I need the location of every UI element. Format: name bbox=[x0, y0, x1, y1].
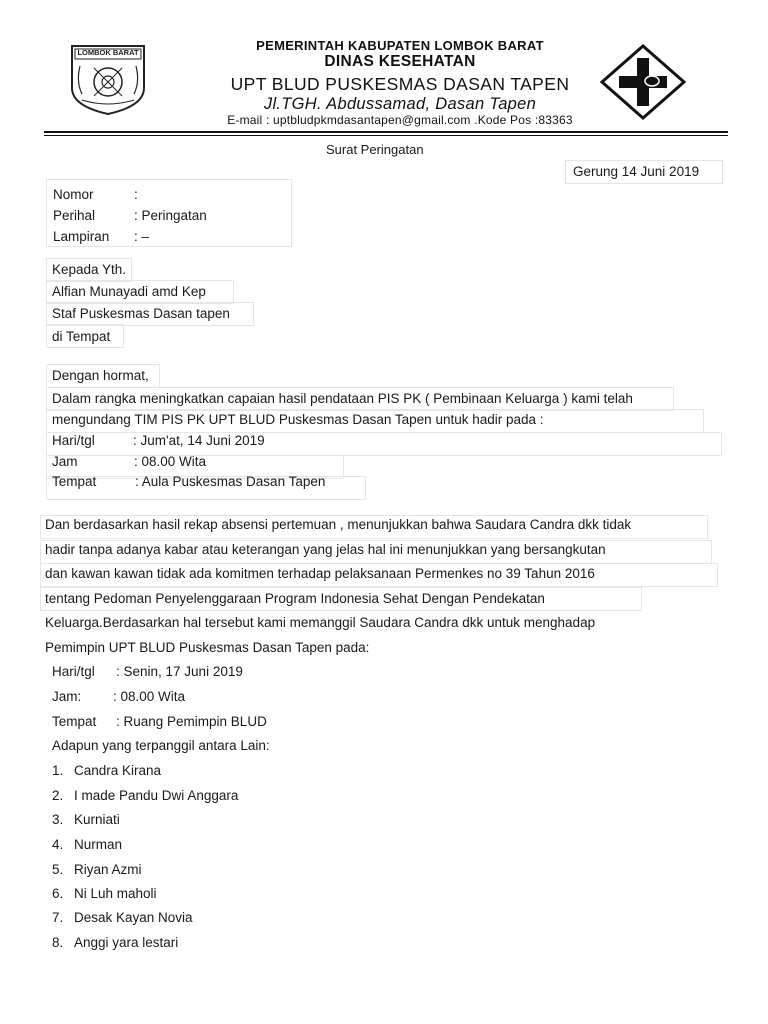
person-name: Anggi yara lestari bbox=[74, 935, 179, 950]
lampiran-value: : – bbox=[134, 229, 150, 244]
person-name: I made Pandu Dwi Anggara bbox=[74, 788, 239, 803]
list-number: 5. bbox=[52, 862, 64, 877]
paragraph-line-2: hadir tanpa adanya kabar atau keterangan yang jelas hal ini menunjukkan yang bersangkutan bbox=[45, 542, 606, 557]
paragraph-line-1: Dan berdasarkan hasil rekap absensi pertemuan , menunjukkan bahwa Saudara Candra dkk tidak bbox=[45, 517, 632, 532]
summons-place-value: : Ruang Pemimpin BLUD bbox=[116, 714, 267, 729]
meeting-place-label: Tempat bbox=[52, 474, 97, 489]
person-name: Candra Kirana bbox=[74, 763, 162, 778]
list-number: 3. bbox=[52, 812, 64, 827]
list-item bbox=[52, 909, 193, 926]
list-item bbox=[52, 787, 239, 804]
list-number: 4. bbox=[52, 837, 64, 852]
paragraph-line-6: Pemimpin UPT BLUD Puskesmas Dasan Tapen pada: bbox=[45, 640, 370, 655]
paragraph-line-3: dan kawan kawan tidak ada komitmen terhadap pelaksanaan Permenkes no 39 Tahun 2016 bbox=[45, 566, 595, 581]
header-unit: UPT BLUD PUSKESMAS DASAN TAPEN bbox=[230, 74, 570, 94]
recipient-place: di Tempat bbox=[52, 329, 111, 344]
person-name: Desak Kayan Novia bbox=[74, 910, 193, 925]
meeting-date-label: Hari/tgl bbox=[52, 433, 95, 448]
intro-line-1: Dalam rangka meningkatkan capaian hasil pendataan PIS PK ( Pembinaan Keluarga ) kami telah bbox=[52, 391, 633, 406]
list-number: 7. bbox=[52, 910, 64, 925]
logo-caption: LOMBOK BARAT bbox=[77, 48, 139, 57]
list-item bbox=[52, 811, 120, 828]
paragraph-line-5: Keluarga.Berdasarkan hal tersebut kami memanggil Saudara Candra dkk untuk menghadap bbox=[45, 615, 596, 630]
list-intro: Adapun yang terpanggil antara Lain: bbox=[52, 738, 270, 753]
summons-date-label: Hari/tgl bbox=[52, 664, 95, 679]
header-rule bbox=[44, 131, 728, 133]
header-contact: E-mail : uptbludpkmdasantapen@gmail.com .Kode Pos :83363 bbox=[227, 113, 573, 127]
lampiran-label: Lampiran bbox=[53, 229, 110, 244]
header-rule-thin bbox=[44, 135, 728, 136]
nomor-value: : bbox=[134, 187, 138, 202]
list-item bbox=[52, 885, 157, 902]
header-government: PEMERINTAH KABUPATEN LOMBOK BARAT bbox=[256, 38, 544, 53]
person-name: Kurniati bbox=[74, 812, 120, 827]
list-number: 2. bbox=[52, 788, 64, 803]
meeting-time-value: : 08.00 Wita bbox=[134, 454, 207, 469]
meeting-time-label: Jam bbox=[52, 454, 78, 469]
recipient-name: Alfian Munayadi amd Kep bbox=[52, 284, 206, 299]
paragraph-line-4: tentang Pedoman Penyelenggaraan Program Indonesia Sehat Dengan Pendekatan bbox=[45, 591, 545, 606]
recipient-position: Staf Puskesmas Dasan tapen bbox=[52, 306, 230, 321]
letter-title: Surat Peringatan bbox=[326, 142, 424, 157]
header-department: DINAS KESEHATAN bbox=[324, 53, 476, 70]
list-number: 6. bbox=[52, 886, 64, 901]
list-item bbox=[52, 762, 162, 779]
header-address: Jl.TGH. Abdussamad, Dasan Tapen bbox=[263, 95, 537, 113]
recipient-line-1: Kepada Yth. bbox=[52, 262, 127, 277]
summons-date-value: : Senin, 17 Juni 2019 bbox=[116, 664, 243, 679]
nomor-label: Nomor bbox=[53, 187, 94, 202]
person-name: Nurman bbox=[74, 837, 123, 852]
person-name: Riyan Azmi bbox=[74, 862, 142, 877]
summons-place-label: Tempat bbox=[52, 714, 97, 729]
summons-time-value: : 08.00 Wita bbox=[113, 689, 186, 704]
perihal-label: Perihal bbox=[53, 208, 96, 223]
list-number: 8. bbox=[52, 935, 64, 950]
meeting-date-value: : Jum'at, 14 Juni 2019 bbox=[133, 433, 265, 448]
meeting-place-value: : Aula Puskesmas Dasan Tapen bbox=[135, 474, 326, 489]
person-name: Ni Luh maholi bbox=[74, 886, 157, 901]
greeting: Dengan hormat, bbox=[52, 368, 149, 383]
list-item bbox=[52, 861, 142, 878]
list-item bbox=[52, 934, 179, 951]
intro-line-2: mengundang TIM PIS PK UPT BLUD Puskesmas Dasan Tapen untuk hadir pada : bbox=[52, 412, 544, 427]
perihal-value: : Peringatan bbox=[134, 208, 207, 223]
letter-date: Gerung 14 Juni 2019 bbox=[573, 164, 700, 179]
list-item bbox=[52, 836, 123, 853]
list-number: 1. bbox=[52, 763, 64, 778]
summons-time-label: Jam: bbox=[52, 689, 82, 704]
